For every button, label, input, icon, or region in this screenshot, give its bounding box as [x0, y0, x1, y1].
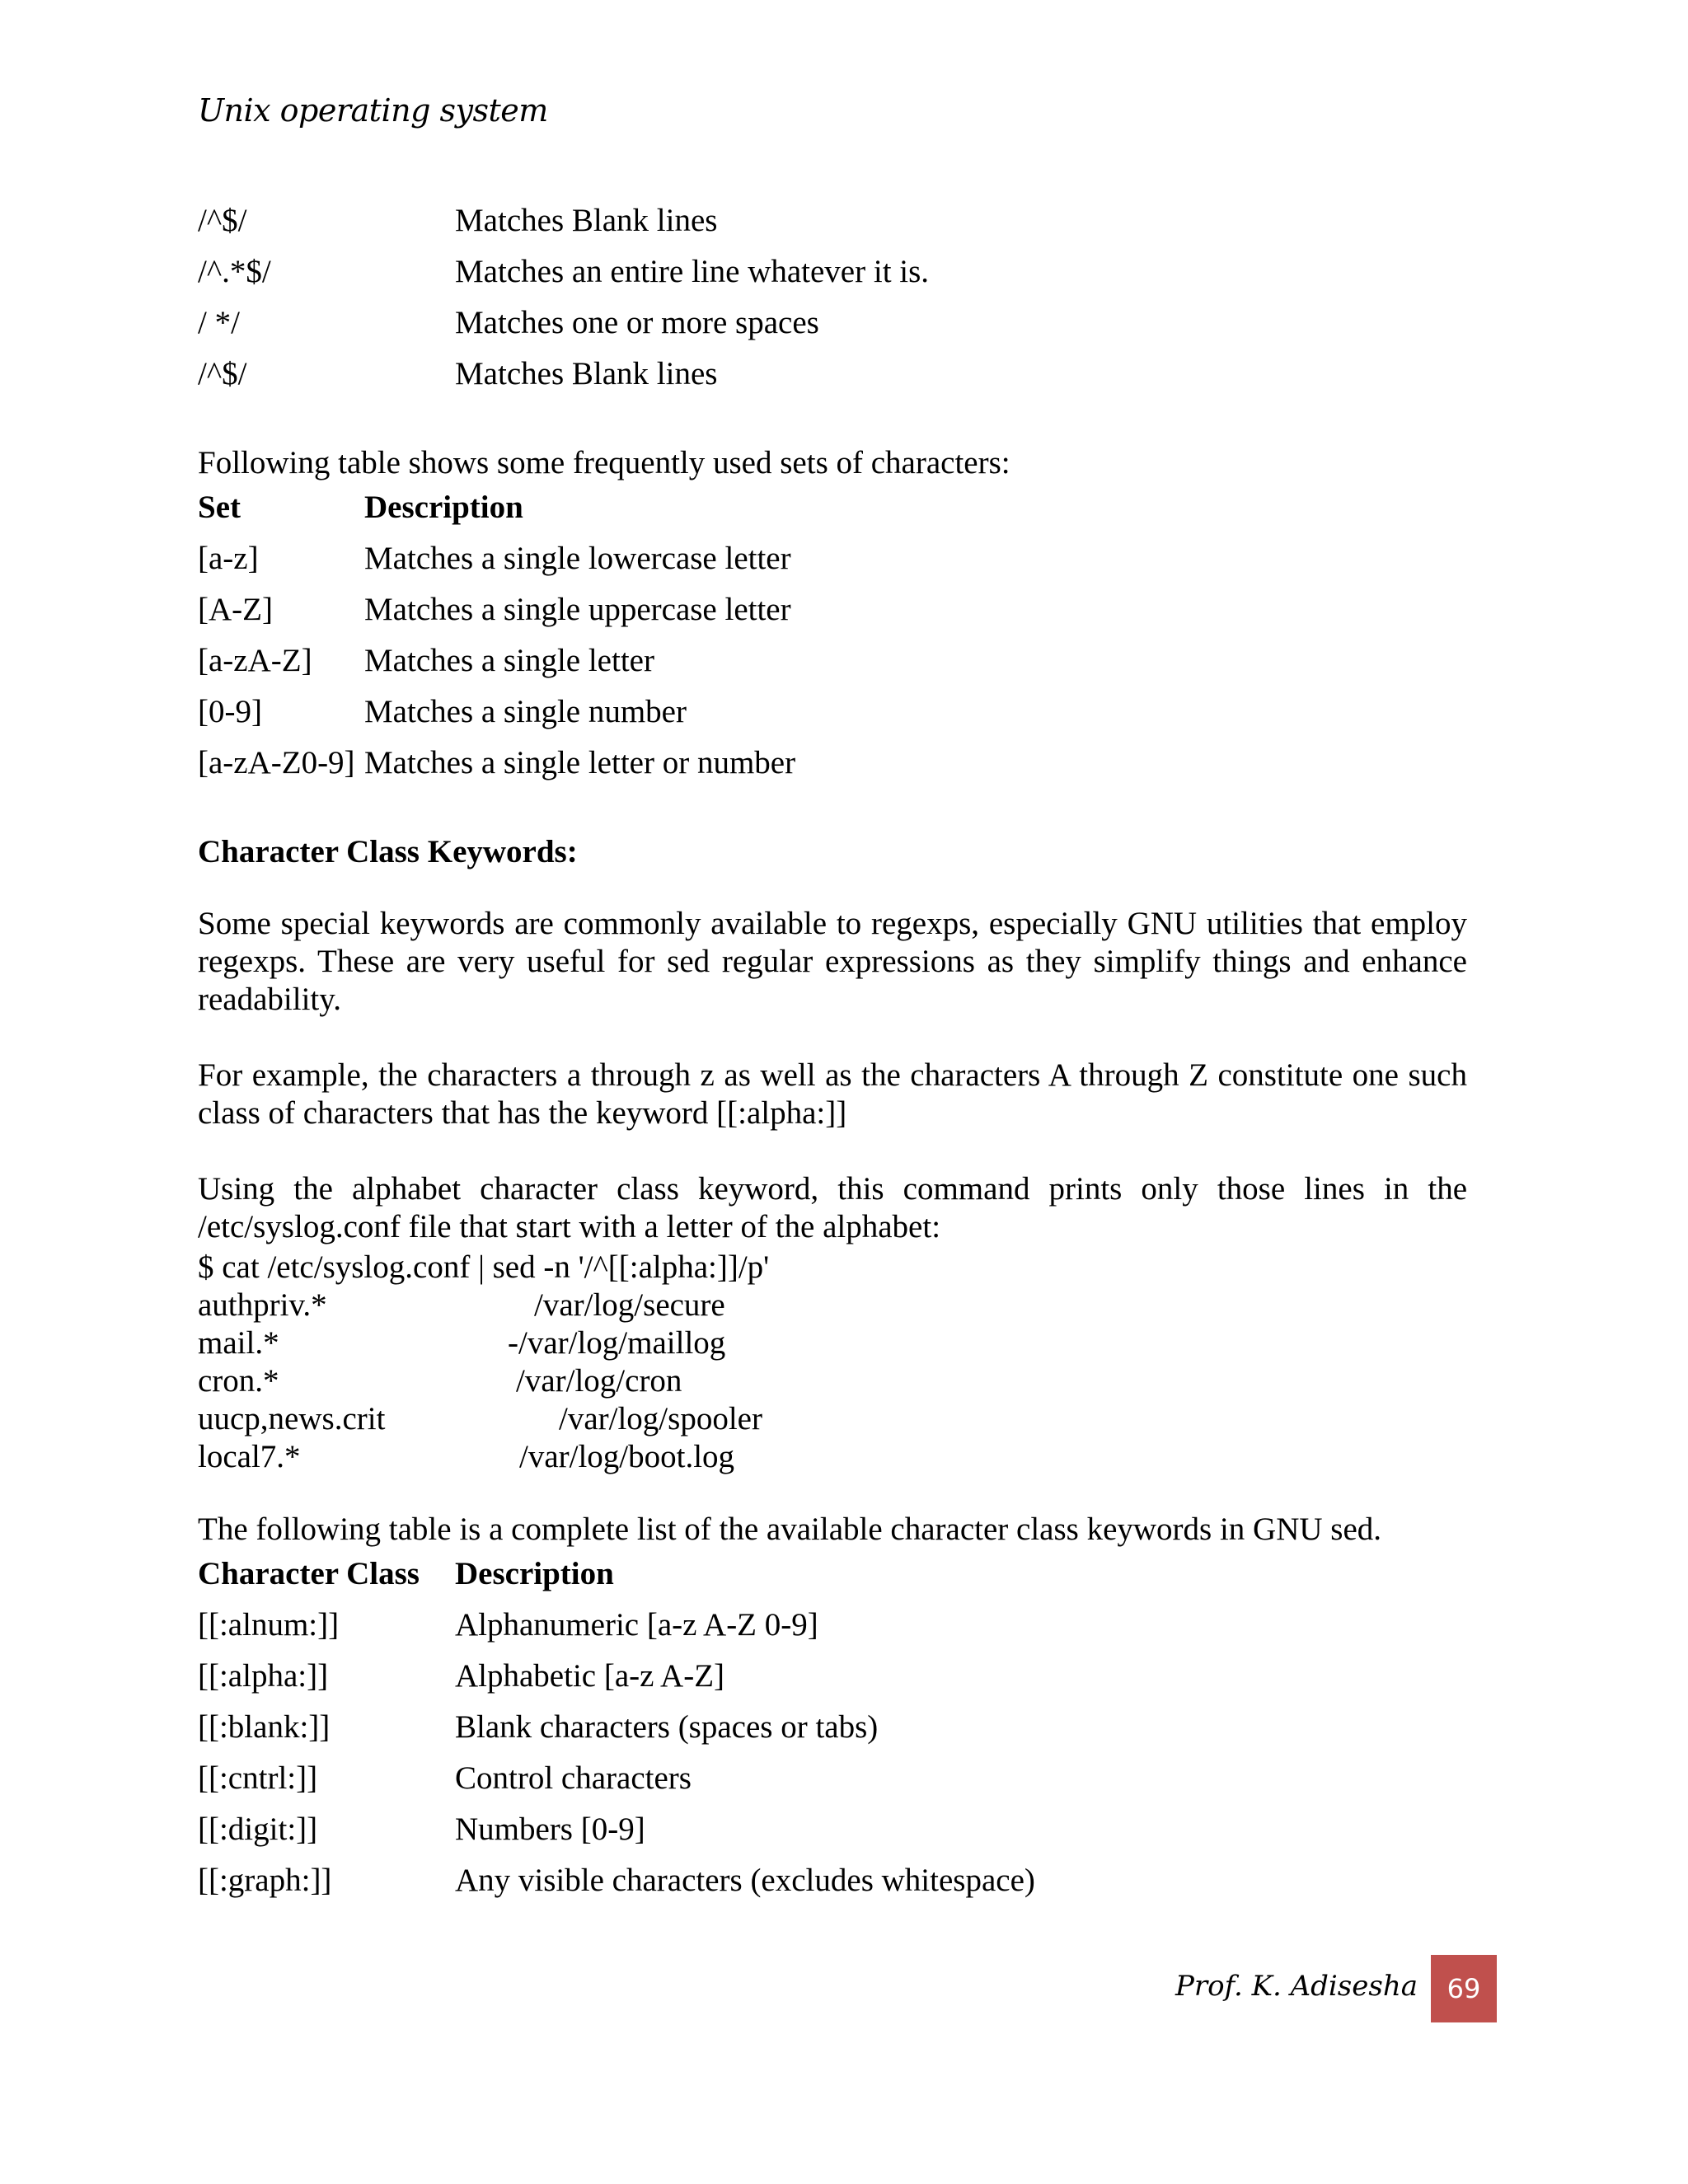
paragraph: For example, the characters a through z as well as the characters A through Z constitute one such class of characters that has the keyword [[:alpha:]] — [198, 1057, 1467, 1131]
classes-cell-class: [[:alpha:]] — [198, 1658, 329, 1694]
page-number-badge: 69 — [1431, 1955, 1497, 2022]
classes-cell-description: Alphabetic [a-z A-Z] — [455, 1658, 725, 1694]
classes-cell-class: [[:digit:]] — [198, 1811, 318, 1847]
output-path: -/var/log/maillog — [508, 1325, 726, 1361]
output-selector: mail.* — [198, 1325, 279, 1361]
output-path: /var/log/cron — [516, 1363, 682, 1399]
footer-author: Prof. K. Adisesha — [1175, 1970, 1418, 2003]
sets-cell-set: [A-Z] — [198, 592, 273, 627]
output-selector: cron.* — [198, 1363, 279, 1399]
classes-intro: The following table is a complete list of the available character class keywords in GNU sed. — [198, 1511, 1382, 1547]
sets-cell-description: Matches a single uppercase letter — [364, 592, 791, 627]
classes-cell-description: Numbers [0-9] — [455, 1811, 645, 1847]
sets-cell-description: Matches a single letter — [364, 643, 654, 678]
output-path: /var/log/secure — [534, 1287, 725, 1323]
regex-pattern: /^$/ — [198, 203, 247, 238]
regex-description: Matches Blank lines — [455, 356, 718, 391]
sets-intro: Following table shows some frequently used sets of characters: — [198, 445, 1010, 480]
paragraph: Using the alphabet character class keyword, this command prints only those lines in the /etc/syslog.conf file that start with a letter of the alphabet: — [198, 1171, 1467, 1244]
classes-header-class: Character Class — [198, 1556, 420, 1591]
classes-cell-description: Blank characters (spaces or tabs) — [455, 1709, 879, 1745]
output-selector: uucp,news.crit — [198, 1401, 386, 1436]
classes-cell-description: Control characters — [455, 1760, 692, 1796]
sets-cell-description: Matches a single lowercase letter — [364, 541, 791, 576]
sets-cell-set: [a-zA-Z0-9] — [198, 745, 355, 780]
output-selector: authpriv.* — [198, 1287, 327, 1323]
classes-cell-class: [[:blank:]] — [198, 1709, 331, 1745]
sets-header-set: Set — [198, 490, 241, 525]
sets-cell-set: [0-9] — [198, 694, 262, 729]
classes-cell-description: Alphanumeric [a-z A-Z 0-9] — [455, 1607, 818, 1643]
sets-cell-description: Matches a single letter or number — [364, 745, 796, 780]
sets-cell-set: [a-zA-Z] — [198, 643, 312, 678]
paragraph: Some special keywords are commonly available to regexps, especially GNU utilities that employ regexps. These are very useful for sed regular expressions as they simplify things and enhance readability. — [198, 906, 1467, 1017]
section-heading: Character Class Keywords: — [198, 834, 578, 869]
regex-description: Matches Blank lines — [455, 203, 718, 238]
regex-description: Matches one or more spaces — [455, 305, 819, 340]
sets-cell-set: [a-z] — [198, 541, 259, 576]
command-line: $ cat /etc/syslog.conf | sed -n '/^[[:alpha:]]/p' — [198, 1249, 770, 1285]
running-header: Unix operating system — [198, 92, 548, 129]
output-path: /var/log/boot.log — [519, 1439, 735, 1474]
sets-header-description: Description — [364, 490, 523, 525]
regex-pattern: / */ — [198, 305, 240, 340]
classes-cell-class: [[:cntrl:]] — [198, 1760, 318, 1796]
classes-cell-class: [[:alnum:]] — [198, 1607, 340, 1643]
sets-cell-description: Matches a single number — [364, 694, 687, 729]
classes-cell-class: [[:graph:]] — [198, 1863, 332, 1898]
classes-cell-description: Any visible characters (excludes whitespace) — [455, 1863, 1035, 1898]
classes-header-description: Description — [455, 1556, 614, 1591]
regex-pattern: /^$/ — [198, 356, 247, 391]
output-selector: local7.* — [198, 1439, 301, 1474]
output-path: /var/log/spooler — [559, 1401, 762, 1436]
regex-description: Matches an entire line whatever it is. — [455, 254, 930, 289]
regex-pattern: /^.*$/ — [198, 254, 271, 289]
